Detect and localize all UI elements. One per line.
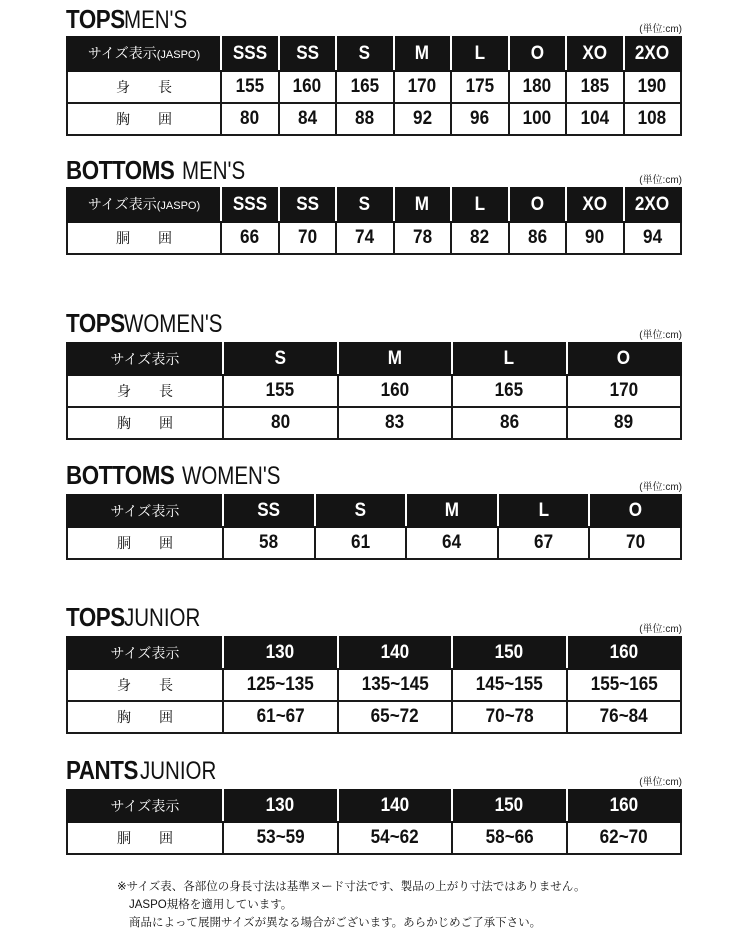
measurement-value-text: 155: [265, 380, 295, 401]
size-code-text: SS: [257, 500, 281, 521]
size-code: [566, 188, 624, 222]
unit-label: (単位:cm): [639, 624, 682, 635]
measurement-value: [589, 527, 681, 559]
measurement-value: [223, 822, 338, 854]
measurement-value: [338, 407, 453, 439]
measurement-value-text: 180: [522, 76, 552, 97]
measurement-value-text: 53~59: [256, 827, 305, 848]
size-code-text: O: [617, 348, 631, 369]
measurement-value-text: 145~155: [475, 674, 543, 695]
measurement-value-text: 170: [407, 76, 437, 97]
size-code: [566, 37, 624, 71]
measurement-label: 身 長: [67, 375, 223, 407]
size-code-text: L: [474, 43, 485, 64]
size-header-row: [67, 790, 681, 822]
tops-junior-section: [66, 602, 682, 737]
size-code-text: S: [274, 348, 286, 369]
size-code-text: L: [474, 194, 485, 215]
measurement-row: [67, 822, 681, 854]
measurement-value-text: 94: [642, 227, 662, 248]
size-code-text: 140: [380, 642, 410, 663]
measurement-value-text: 78: [412, 227, 432, 248]
size-code: [223, 790, 338, 822]
measurement-label: 身 長: [67, 669, 223, 701]
size-code-text: M: [415, 194, 430, 215]
measurement-value: [221, 103, 279, 135]
tops-womens-section: [66, 308, 682, 443]
measurement-value-text: 170: [609, 380, 639, 401]
size-header-label: [67, 790, 223, 822]
measurement-value-text: 92: [412, 108, 432, 129]
size-code-text: SSS: [232, 43, 267, 64]
measurement-value: [279, 71, 337, 103]
measurement-value: [566, 222, 624, 254]
size-code: [567, 637, 682, 669]
measurement-row: [67, 407, 681, 439]
size-header-row: [67, 343, 681, 375]
measurement-value: [223, 701, 338, 733]
measurement-value: [624, 222, 682, 254]
measurement-value: [624, 103, 682, 135]
measurement-value-text: 54~62: [370, 827, 419, 848]
size-code: [452, 343, 567, 375]
footnote-line: 商品によって展開サイズが異なる場合がございます。あらかじめご了承下さい。: [129, 917, 542, 929]
measurement-label: 胸 囲: [67, 407, 223, 439]
measurement-value-text: 160: [380, 380, 410, 401]
size-code: [394, 37, 452, 71]
size-code-text: M: [415, 43, 430, 64]
measurement-value-text: 165: [350, 76, 380, 97]
measurement-value: [221, 71, 279, 103]
measurement-value-text: 80: [270, 412, 290, 433]
measurement-value: [336, 222, 394, 254]
measurement-value: [394, 71, 452, 103]
measurement-value-text: 104: [580, 108, 610, 129]
measurement-value-text: 61~67: [256, 706, 305, 727]
section-title: BOTTOMS MEN'S: [66, 155, 246, 185]
measurement-value: [451, 71, 509, 103]
size-code: [406, 495, 498, 527]
size-label-text: サイズ表示: [110, 351, 180, 367]
size-code: [279, 37, 337, 71]
size-code: [452, 790, 567, 822]
measurement-value-text: 80: [240, 108, 260, 129]
unit-label: (単位:cm): [639, 330, 682, 341]
size-code: [624, 37, 682, 71]
size-code: [567, 790, 682, 822]
measurement-value-text: 86: [527, 227, 547, 248]
size-code-text: SSS: [232, 194, 267, 215]
size-header-label: [67, 637, 223, 669]
size-code-text: M: [444, 500, 460, 521]
measurement-value: [406, 527, 498, 559]
measurement-value-text: 90: [585, 227, 605, 248]
size-code: [223, 343, 338, 375]
measurement-value: [567, 822, 682, 854]
size-code-text: 2XO: [635, 194, 670, 215]
size-code: [451, 188, 509, 222]
measurement-value: [394, 103, 452, 135]
unit-label: (単位:cm): [639, 482, 682, 493]
size-code-text: 130: [265, 795, 295, 816]
measurement-row: [67, 222, 681, 254]
measurement-value: [498, 527, 590, 559]
footnotes: [117, 878, 585, 932]
size-code-text: SS: [295, 194, 319, 215]
measurement-label: 胸 囲: [67, 103, 221, 135]
size-code-text: L: [504, 348, 515, 369]
size-code: [338, 637, 453, 669]
size-code-text: S: [359, 43, 371, 64]
size-code-text: 130: [265, 642, 295, 663]
measurement-value: [566, 71, 624, 103]
measurement-value-text: 62~70: [599, 827, 648, 848]
measurement-value: [566, 103, 624, 135]
measurement-value-text: 84: [297, 108, 317, 129]
measurement-label: 胴 囲: [67, 822, 223, 854]
measurement-value-text: 135~145: [361, 674, 429, 695]
measurement-value: [452, 407, 567, 439]
size-code: [338, 343, 453, 375]
measurement-row: [67, 669, 681, 701]
size-header-label: [67, 343, 223, 375]
measurement-value-text: 58~66: [485, 827, 534, 848]
size-code: [452, 637, 567, 669]
measurement-value-text: 83: [385, 412, 405, 433]
measurement-value: [452, 669, 567, 701]
size-label-text: サイズ表示: [87, 196, 157, 212]
measurement-value: [279, 103, 337, 135]
size-code: [279, 188, 337, 222]
measurement-label: 胴 囲: [67, 222, 221, 254]
measurement-value-text: 96: [470, 108, 490, 129]
size-code: [567, 343, 682, 375]
size-header-row: [67, 637, 681, 669]
bottoms-womens-section: [66, 460, 682, 562]
measurement-row: [67, 103, 681, 135]
measurement-value: [338, 822, 453, 854]
measurement-value: [338, 701, 453, 733]
measurement-value: [223, 375, 338, 407]
measurement-value-text: 125~135: [246, 674, 314, 695]
size-code-text: O: [628, 500, 642, 521]
size-code-text: L: [538, 500, 549, 521]
size-code: [509, 188, 567, 222]
measurement-value: [338, 375, 453, 407]
measurement-row: [67, 701, 681, 733]
size-code-text: 2XO: [635, 43, 670, 64]
measurement-value-text: 74: [355, 227, 375, 248]
size-code-text: 140: [380, 795, 410, 816]
measurement-value-text: 155: [235, 76, 265, 97]
size-code: [336, 37, 394, 71]
measurement-value: [223, 407, 338, 439]
size-header-row: [67, 495, 681, 527]
measurement-value: [336, 103, 394, 135]
size-code-text: 160: [609, 642, 639, 663]
size-code: [223, 495, 315, 527]
size-table: [66, 187, 682, 255]
size-code-text: 160: [609, 795, 639, 816]
measurement-value: [451, 103, 509, 135]
measurement-value: [451, 222, 509, 254]
measurement-value: [223, 527, 315, 559]
section-title: TOPSMEN'S: [66, 4, 188, 34]
measurement-label: 身 長: [67, 71, 221, 103]
size-code-text: 150: [494, 642, 524, 663]
measurement-value-text: 65~72: [370, 706, 419, 727]
measurement-value-text: 160: [292, 76, 322, 97]
size-code: [509, 37, 567, 71]
unit-label: (単位:cm): [639, 175, 682, 186]
measurement-value-text: 61: [350, 532, 370, 553]
section-title: BOTTOMS WOMEN'S: [66, 460, 281, 490]
size-header-label: [67, 495, 223, 527]
size-label-text: サイズ表示: [110, 645, 180, 661]
measurement-value: [221, 222, 279, 254]
measurement-value: [624, 71, 682, 103]
measurement-value-text: 89: [614, 412, 634, 433]
size-code-text: 150: [494, 795, 524, 816]
measurement-value: [567, 407, 682, 439]
size-table: [66, 789, 682, 855]
size-code: [223, 637, 338, 669]
measurement-value-text: 155~165: [590, 674, 658, 695]
measurement-value-text: 100: [522, 108, 552, 129]
tops-mens-section: [66, 4, 682, 136]
size-table: [66, 636, 682, 734]
measurement-value: [509, 71, 567, 103]
measurement-value: [279, 222, 337, 254]
size-code-text: XO: [582, 43, 608, 64]
footnote-line: ※サイズ表、各部位の身長寸法は基準ヌード寸法です、製品の上がり寸法ではありません。: [117, 881, 586, 893]
measurement-value-text: 82: [470, 227, 490, 248]
size-code-text: O: [530, 194, 544, 215]
measurement-value-text: 185: [580, 76, 610, 97]
measurement-value-text: 67: [534, 532, 554, 553]
jaspo-label: (JASPO): [156, 49, 201, 61]
size-code: [315, 495, 407, 527]
measurement-value-text: 64: [442, 532, 462, 553]
measurement-value-text: 70~78: [485, 706, 534, 727]
size-label-text: サイズ表示: [110, 503, 180, 519]
size-header-row: [67, 188, 681, 222]
jaspo-label: (JASPO): [156, 200, 201, 212]
measurement-value: [336, 71, 394, 103]
measurement-value: [509, 103, 567, 135]
measurement-value: [452, 375, 567, 407]
measurement-value: [394, 222, 452, 254]
measurement-value-text: 86: [499, 412, 519, 433]
measurement-value-text: 108: [637, 108, 667, 129]
size-code: [221, 37, 279, 71]
size-table: [66, 494, 682, 560]
measurement-value-text: 76~84: [599, 706, 648, 727]
size-code: [624, 188, 682, 222]
measurement-value: [509, 222, 567, 254]
size-header-label: [67, 37, 221, 71]
measurement-value-text: 88: [355, 108, 375, 129]
measurement-value-text: 70: [625, 532, 645, 553]
size-code-text: O: [530, 43, 544, 64]
section-title: TOPSJUNIOR: [66, 602, 201, 632]
measurement-value: [223, 669, 338, 701]
size-code: [451, 37, 509, 71]
size-table: [66, 36, 682, 136]
size-code: [589, 495, 681, 527]
size-label-text: サイズ表示: [110, 798, 180, 814]
size-label-text: サイズ表示: [87, 45, 157, 61]
measurement-value-text: 58: [259, 532, 279, 553]
measurement-row: [67, 71, 681, 103]
section-title: TOPSWOMEN'S: [66, 308, 223, 338]
section-title: PANTSJUNIOR: [66, 755, 217, 785]
measurement-row: [67, 375, 681, 407]
measurement-row: [67, 527, 681, 559]
size-code: [498, 495, 590, 527]
measurement-value: [567, 701, 682, 733]
size-table: [66, 342, 682, 440]
measurement-value-text: 190: [637, 76, 667, 97]
measurement-value-text: 70: [297, 227, 317, 248]
measurement-value-text: 165: [494, 380, 524, 401]
measurement-value: [567, 669, 682, 701]
pants-junior-section: [66, 755, 682, 857]
size-code-text: M: [387, 348, 402, 369]
size-code: [394, 188, 452, 222]
measurement-value-text: 175: [465, 76, 495, 97]
size-code-text: SS: [295, 43, 319, 64]
size-code-text: S: [359, 194, 371, 215]
unit-label: (単位:cm): [639, 24, 682, 35]
size-code: [338, 790, 453, 822]
size-code: [221, 188, 279, 222]
measurement-value: [452, 701, 567, 733]
measurement-label: 胸 囲: [67, 701, 223, 733]
size-code-text: S: [354, 500, 367, 521]
size-header-row: [67, 37, 681, 71]
bottoms-mens-section: [66, 155, 682, 255]
footnote-line: JASPO規格を適用しています。: [129, 899, 293, 911]
size-code: [336, 188, 394, 222]
measurement-value: [452, 822, 567, 854]
size-code-text: XO: [582, 194, 608, 215]
measurement-value: [338, 669, 453, 701]
measurement-label: 胴 囲: [67, 527, 223, 559]
measurement-value: [567, 375, 682, 407]
size-header-label: [67, 188, 221, 222]
measurement-value: [315, 527, 407, 559]
unit-label: (単位:cm): [639, 777, 682, 788]
measurement-value-text: 66: [240, 227, 260, 248]
